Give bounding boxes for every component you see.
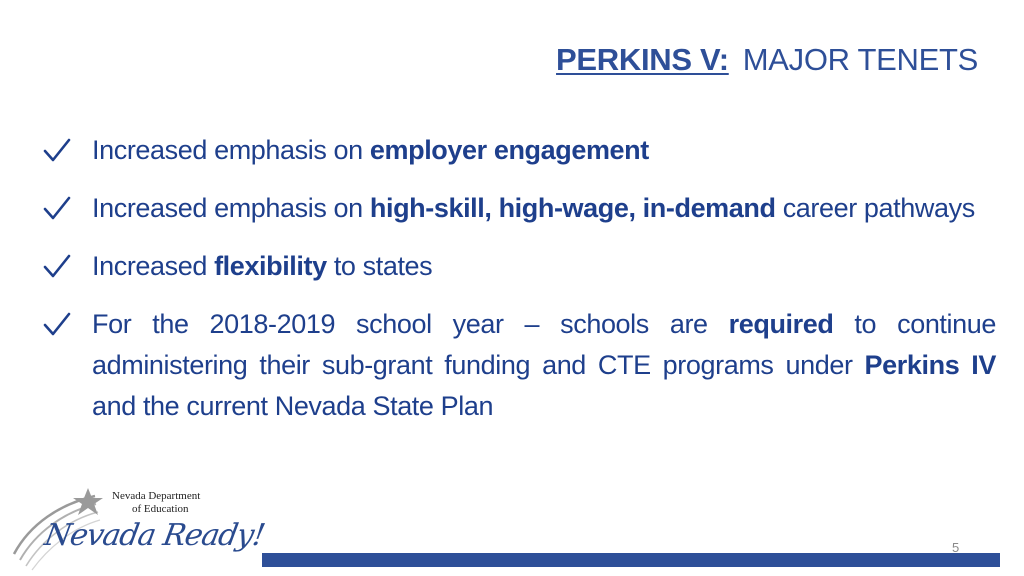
- bullet-bold-text: required: [728, 309, 834, 339]
- bullet-text: For the 2018-2019 school year – schools are: [92, 309, 729, 339]
- bullet-text: Increased emphasis on: [92, 193, 370, 223]
- bullet-text: to continue administering their sub-grant funding and CTE programs under: [92, 309, 996, 380]
- title-light-part: MAJOR TENETS: [742, 42, 978, 77]
- bullet-bold-text: Perkins IV: [864, 350, 996, 380]
- bullet-item: [40, 304, 996, 427]
- bullet-bold-text: employer engagement: [369, 135, 649, 165]
- bullet-item: [40, 130, 996, 171]
- checkmark-icon: [42, 246, 72, 287]
- nevada-doe-logo: [10, 484, 267, 572]
- page-number: 5: [952, 540, 960, 555]
- bullet-text: Increased: [92, 251, 215, 281]
- bullet-item: [40, 246, 996, 287]
- bullet-bold-text: high-skill, high-wage, in-demand: [369, 193, 776, 223]
- bullet-bold-text: flexibility: [214, 251, 327, 281]
- logo-org-line1: Nevada Department: [112, 490, 201, 502]
- slide-title: [556, 40, 978, 80]
- checkmark-icon: [42, 130, 72, 171]
- bullet-text: and the current Nevada State Plan: [92, 391, 494, 421]
- checkmark-icon: [42, 188, 72, 229]
- title-bold-part: PERKINS V:: [556, 42, 729, 77]
- bullet-text: career pathways: [775, 193, 975, 223]
- bullet-list: [40, 130, 996, 444]
- footer-bar: [262, 553, 1000, 567]
- bullet-item: [40, 188, 996, 229]
- checkmark-icon: [42, 304, 72, 345]
- bullet-text: to states: [326, 251, 433, 281]
- logo-script-text: Nevada Ready!: [41, 518, 267, 553]
- bullet-text: Increased emphasis on: [92, 135, 370, 165]
- logo-org-line2: of Education: [132, 503, 189, 515]
